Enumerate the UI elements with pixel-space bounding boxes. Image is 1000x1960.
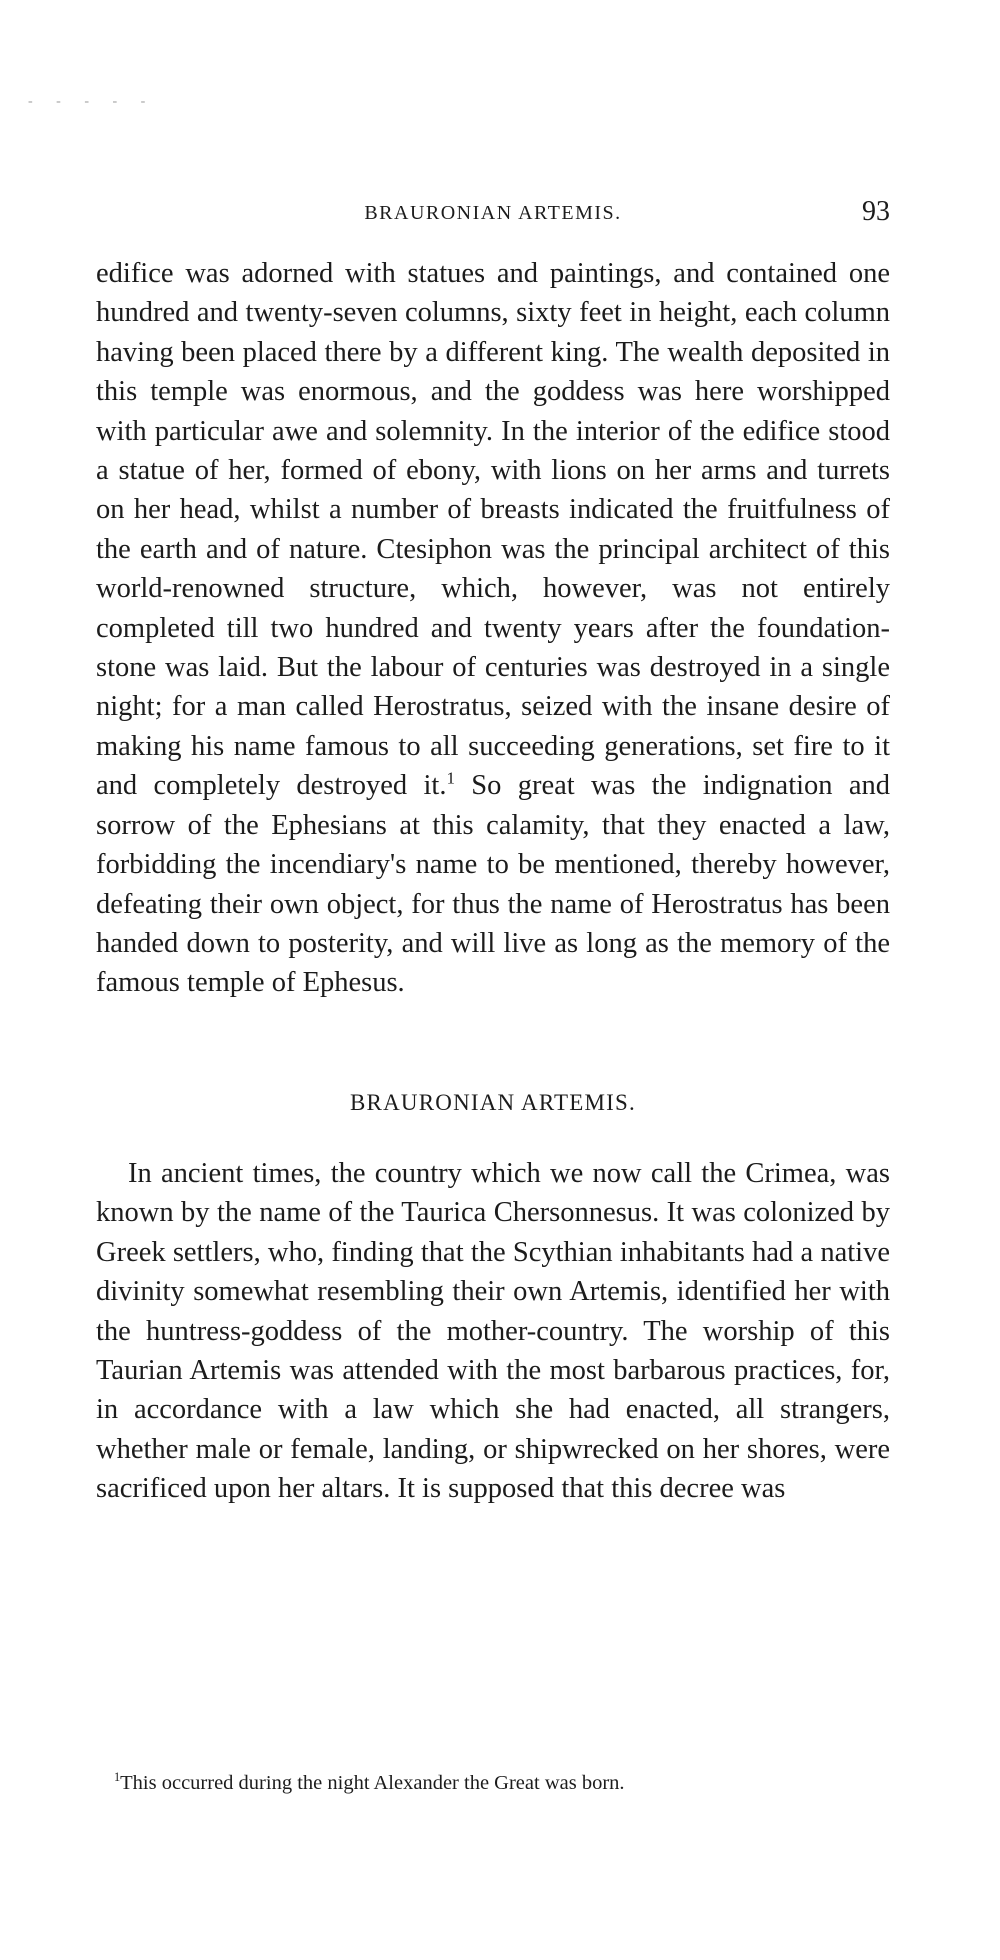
page-number: 93 [862, 196, 890, 227]
paragraph-text: So great was the indignation and sorrow of the Ephesians at this calamity, that they enacted a law, forbidding the incendiary's name to be mentioned, thereby however, defeating their own object, for thus the name of Herostratus has been handed down to posterity, and will live as long as the memory of the famous temple of Ephesus. [96, 770, 890, 999]
paragraph-crimea: In ancient times, the country which we now call the Crimea, was known by the name of the Taurica Chersonnesus. It was colonized by Greek settlers, who, finding that the Scythian inhabitants had a native divinity somewhat resembling their own Artemis, identified her with the huntress-goddess of the mother-country. The worship of this Taurian Artemis was attended with the most barbarous practices, for, in accordance with a law which she had enacted, all strangers, whether male or female, landing, or shipwrecked on her shores, were sacrificed upon her altars. It is supposed that this decree was [96, 1158, 890, 1505]
footnote [96, 1769, 890, 1797]
footnote-text: This occurred during the night Alexander the Great was born. [120, 1772, 625, 1794]
paragraph-ephesus [96, 254, 890, 1003]
section-heading: BRAURONIAN ARTEMIS. [350, 1090, 636, 1115]
running-header [96, 196, 890, 232]
paragraph-text: edifice was adorned with statues and paintings, and contained one hundred and twenty-seven columns, sixty feet in height, each column having been placed there by a different king. The wealth deposited in this temple was enormous, and the goddess was here worshipped with particular awe and solemnity. In the interior of the edifice stood a statue of her, formed of ebony, with lions on her arms and turrets on her head, whilst a number of breasts indicated the fruitfulness of the earth and of nature. Ctesiphon was the principal architect of this world-renowned structure, which, however, was not entirely completed till two hundred and twenty years after the foundation-stone was laid. But the labour of centuries was destroyed in a single night; for a man called Herostratus, seized with the insane desire of making his name famous to all succeeding generations, set fire to it and completely destroyed it. [96, 258, 890, 802]
footnote-marker: 1 [114, 1770, 121, 1785]
footnote-reference: 1 [446, 768, 455, 788]
running-title: BRAURONIAN ARTEMIS. [364, 202, 622, 224]
scan-specks: - - - - - [28, 94, 156, 109]
